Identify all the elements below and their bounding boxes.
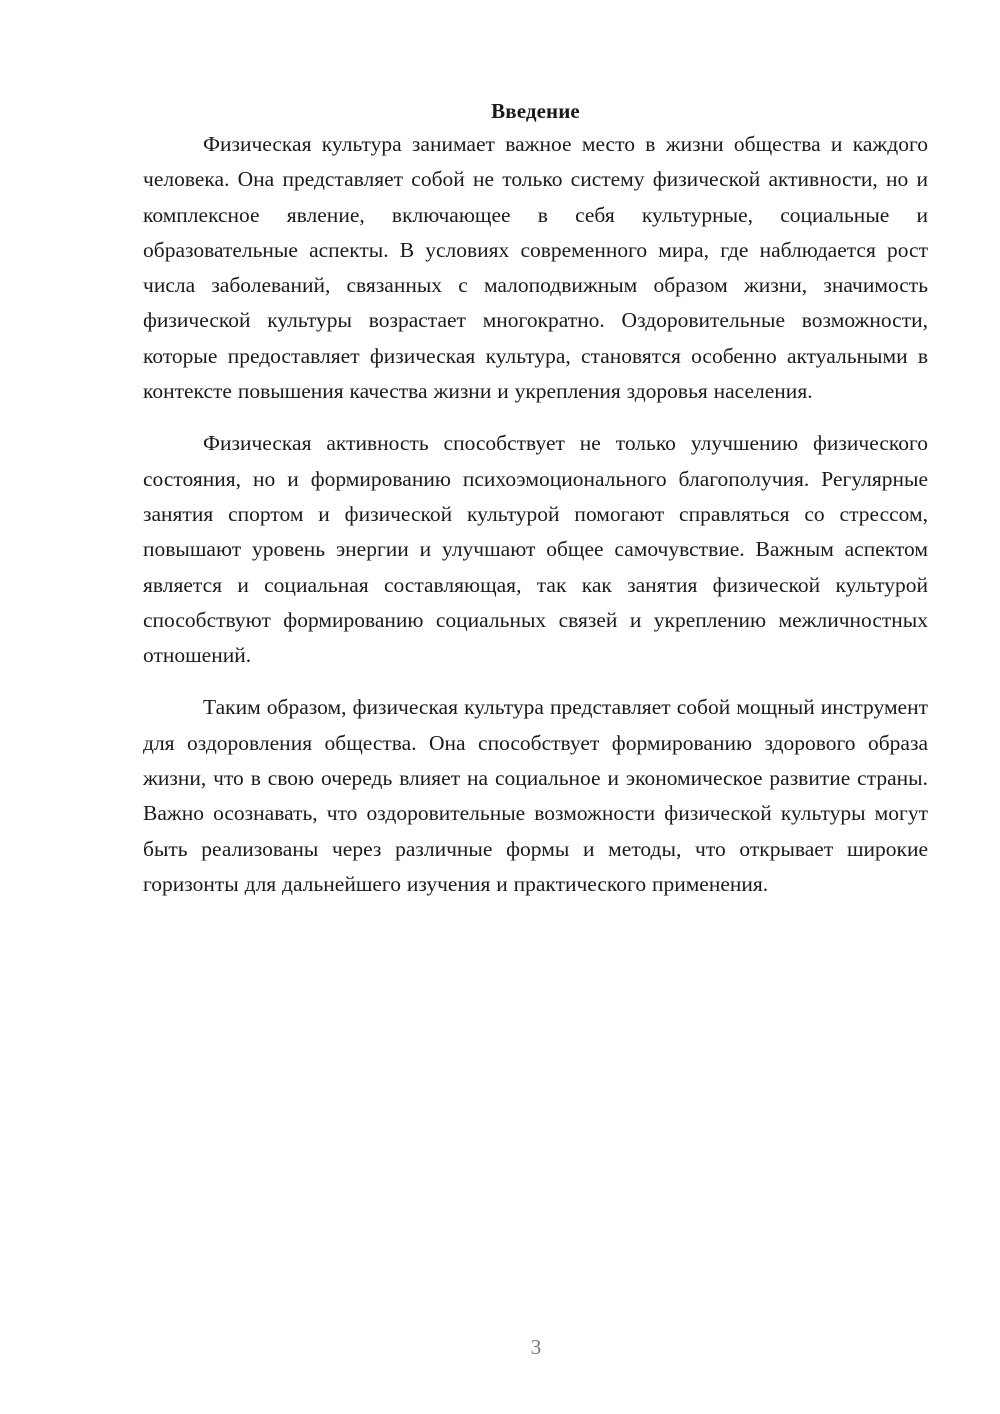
paragraph-2: Физическая активность способствует не только улучшению физического состояния, но и формированию психоэмоционального благополучия. Регулярные занятия спортом и физической культурой помогают справляться со стрессом, повышают уровень энергии и улучшают общее самочувствие. Важным аспектом является и социальная составляющая, так как занятия физической культурой способствуют формированию социальных связей и укреплению межличностных отношений. xyxy=(143,431,928,668)
page-content xyxy=(143,96,928,902)
page-number: 3 xyxy=(530,1335,542,1359)
paragraph-1: Физическая культура занимает важное место в жизни общества и каждого человека. Она представляет собой не только систему физической активности, но и комплексное явление, включающее в себя культурные, социальные и образовательные аспекты. В условиях современного мира, где наблюдается рост числа заболеваний, связанных с малоподвижным образом жизни, значимость физической культуры возрастает многократно. Оздоровительные возможности, которые предоставляет физическая культура, становятся особенно актуальными в контексте повышения качества жизни и укрепления здоровья населения. xyxy=(143,132,928,404)
paragraph-3: Таким образом, физическая культура представляет собой мощный инструмент для оздоровления общества. Она способствует формированию здорового образа жизни, что в свою очередь влияет на социальное и экономическое развитие страны. Важно осознавать, что оздоровительные возможности физической культуры могут быть реализованы через различные формы и методы, что открывает широкие горизонты для дальнейшего изучения и практического применения. xyxy=(143,695,928,896)
section-heading: Введение xyxy=(491,99,580,123)
